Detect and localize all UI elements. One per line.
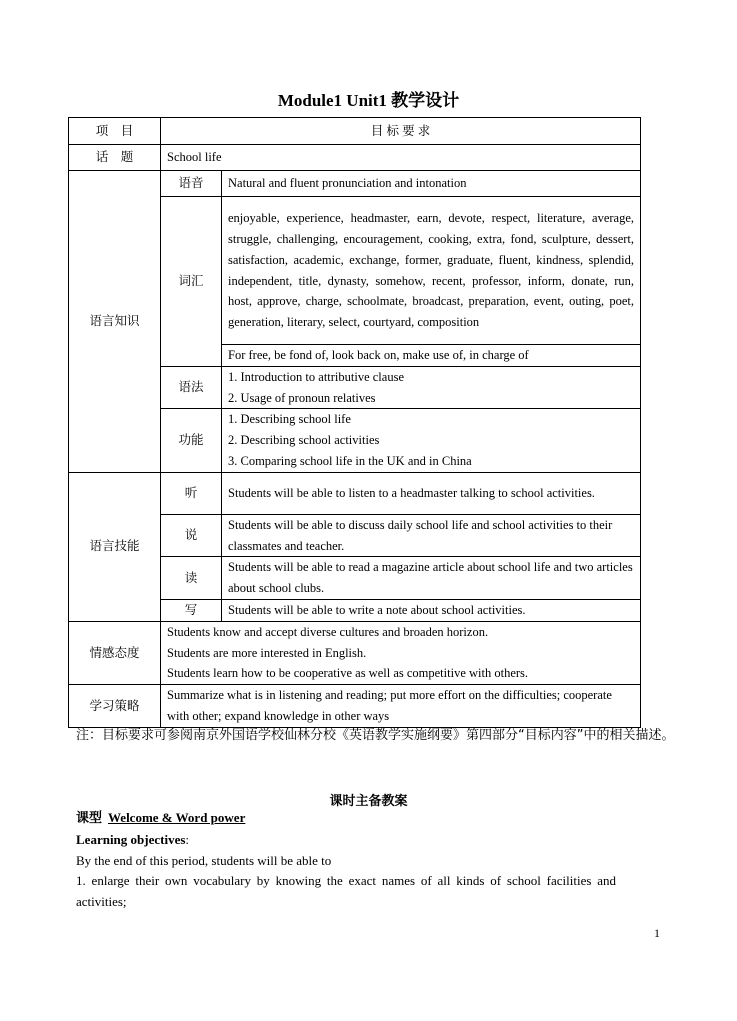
- lesson-type-label: 课型: [76, 811, 103, 826]
- strategy-label: 学习策略: [69, 685, 161, 728]
- speaking-label: 说: [161, 514, 222, 557]
- function-line-2: 2. Describing school activities: [228, 433, 380, 448]
- topic-row: [69, 145, 641, 171]
- speaking-value: Students will be able to discuss daily school life and school activities to their classmates and teacher.: [222, 514, 641, 557]
- objectives-table: [68, 117, 641, 728]
- attitude-row: [69, 621, 641, 684]
- section-title: 课时主备教案: [329, 794, 408, 809]
- pronunciation-row: [69, 171, 641, 197]
- language-knowledge-label: 语言知识: [69, 171, 161, 473]
- grammar-value: [222, 366, 641, 409]
- page-number: 1: [654, 926, 660, 940]
- vocabulary-label: 词汇: [161, 197, 222, 367]
- function-value: [222, 409, 641, 472]
- attitude-value: [161, 621, 641, 684]
- attitude-line-1: Students know and accept diverse cultures and broaden horizon.: [167, 624, 489, 639]
- listening-row: [69, 472, 641, 514]
- attitude-line-3: Students learn how to be cooperative as well as competitive with others.: [167, 666, 529, 681]
- attitude-label: 情感态度: [69, 621, 161, 684]
- lesson-type-line: [76, 808, 616, 830]
- footnote: 注：目标要求可参阅南京外国语学校仙林分校《英语教学实施纲要》第四部分“目标内容”中的相关描述。: [76, 728, 675, 743]
- objectives-heading-line: Learning objectives:: [76, 831, 190, 847]
- objectives-heading: Learning objectives: [76, 831, 186, 847]
- writing-value: Students will be able to write a note about school activities.: [222, 599, 641, 621]
- topic-label: 话 题: [69, 145, 161, 171]
- grammar-line-2: 2. Usage of pronoun relatives: [228, 390, 376, 405]
- listening-label: 听: [161, 472, 222, 514]
- writing-label: 写: [161, 599, 222, 621]
- strategy-value: Summarize what is in listening and reading; put more effort on the difficulties; cooperate with other; expand knowledge in other ways: [161, 685, 641, 728]
- attitude-line-2: Students are more interested in English.: [167, 645, 367, 660]
- function-line-1: 1. Describing school life: [228, 412, 351, 427]
- objectives-intro: By the end of this period, students will be able to: [76, 852, 332, 868]
- document-title: Module1 Unit1 教学设计: [277, 91, 460, 110]
- vocabulary-phrases: For free, be fond of, look back on, make use of, in charge of: [222, 345, 641, 367]
- vocabulary-words: enjoyable, experience, headmaster, earn, devote, respect, literature, average, struggle, challenging, encouragement, cooking, extra, fond, sculpture, dessert, satisfaction, academic, exchange, former, graduate, fluent, kindness, splendid, independent, title, dynasty, somehow, recent, professor, inform, donate, run, host, approve, charge, schoolmate, broadcast, preparation, event, outing, poet, generation, literary, select, courtyard, composition: [222, 197, 641, 345]
- reading-value: Students will be able to read a magazine article about school life and two articles about school clubs.: [222, 557, 641, 600]
- table-header-row: [69, 118, 641, 145]
- function-label: 功能: [161, 409, 222, 472]
- pronunciation-label: 语音: [161, 171, 222, 197]
- topic-value: School life: [161, 145, 641, 171]
- header-requirement-label: 目 标 要 求: [161, 118, 641, 145]
- lesson-type-value: Welcome & Word power: [108, 810, 246, 825]
- grammar-label: 语法: [161, 366, 222, 409]
- objective-item-1: 1. enlarge their own vocabulary by knowing the exact names of all kinds of school facilities and activities;: [76, 873, 616, 910]
- header-item-label: 项 目: [69, 118, 161, 145]
- strategy-row: [69, 685, 641, 728]
- listening-value: Students will be able to listen to a headmaster talking to school activities.: [222, 472, 641, 514]
- grammar-line-1: 1. Introduction to attributive clause: [228, 369, 404, 384]
- language-skills-label: 语言技能: [69, 472, 161, 621]
- lesson-plan-body: [76, 808, 616, 913]
- function-line-3: 3. Comparing school life in the UK and in China: [228, 453, 472, 468]
- pronunciation-value: Natural and fluent pronunciation and intonation: [222, 171, 641, 197]
- reading-label: 读: [161, 557, 222, 600]
